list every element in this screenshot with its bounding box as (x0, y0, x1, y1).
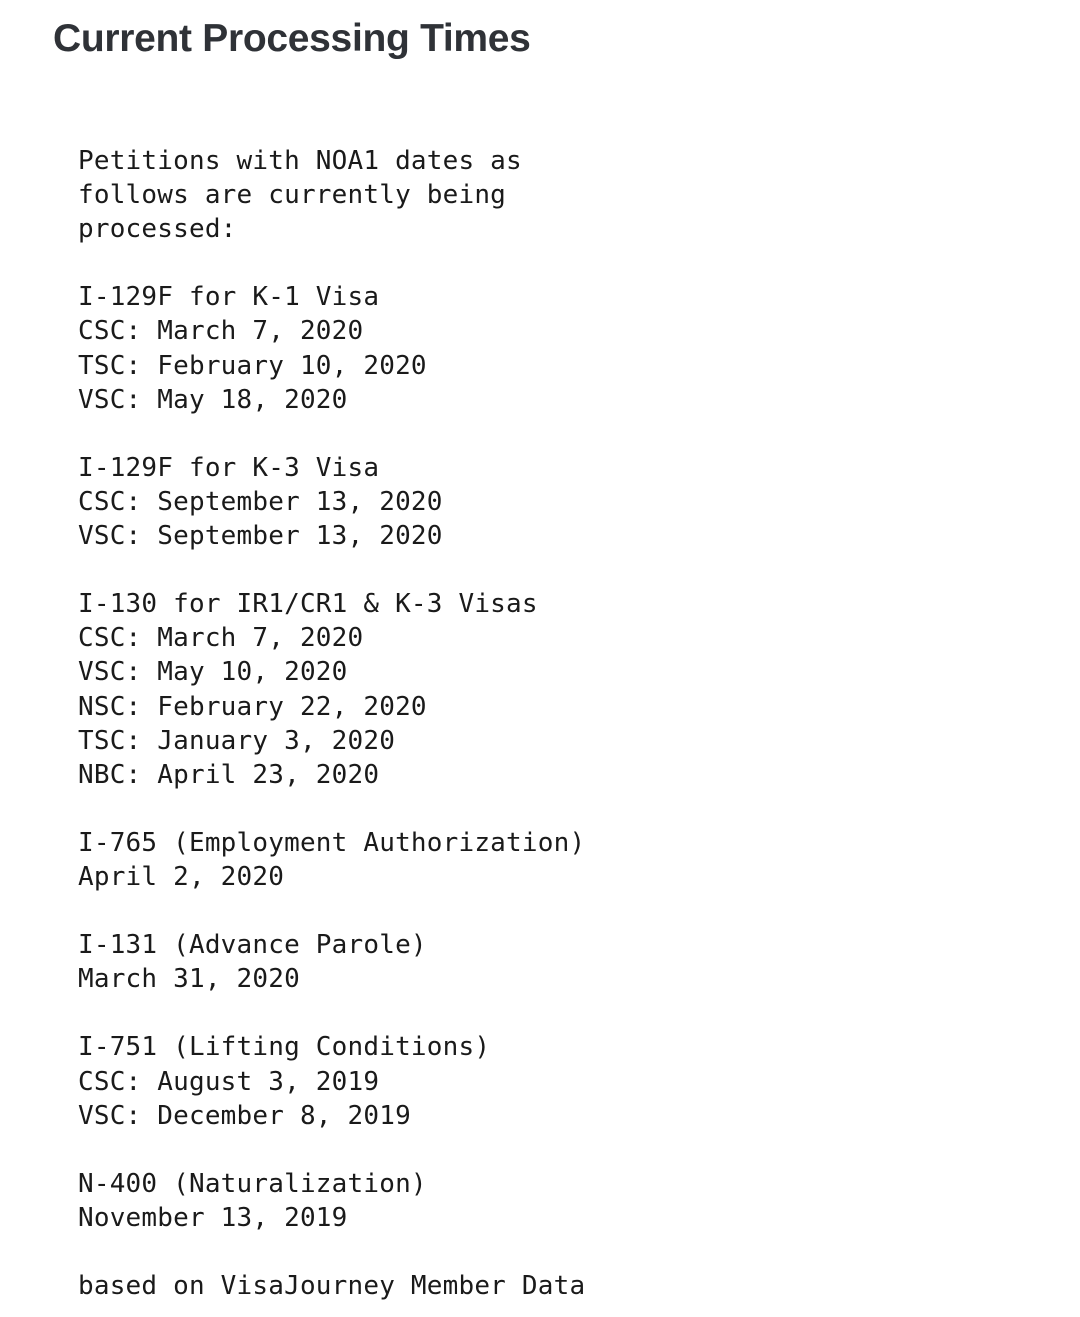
processing-times-text (78, 144, 1038, 1303)
section-i751 (78, 1030, 1038, 1132)
date-row: VSC: December 8, 2019 (78, 1100, 411, 1131)
date-row: VSC: May 18, 2020 (78, 384, 348, 415)
blank-line (78, 1133, 1038, 1167)
page-title: Current Processing Times (53, 17, 531, 60)
section-i130 (78, 587, 1038, 792)
section-i765 (78, 826, 1038, 894)
source-note: based on VisaJourney Member Data (78, 1271, 586, 1302)
blank-line (78, 417, 1038, 451)
date-row: CSC: September 13, 2020 (78, 486, 443, 517)
date-row: VSC: May 10, 2020 (78, 657, 348, 688)
intro-paragraph (78, 144, 1038, 246)
date-row: March 31, 2020 (78, 964, 300, 995)
date-row: CSC: March 7, 2020 (78, 623, 364, 654)
intro-line: processed: (78, 214, 237, 245)
intro-line: follows are currently being (78, 180, 507, 211)
section-heading: I-131 (Advance Parole) (78, 930, 427, 961)
section-i131 (78, 928, 1038, 996)
date-row: CSC: August 3, 2019 (78, 1066, 380, 1097)
section-heading: N-400 (Naturalization) (78, 1168, 427, 1199)
intro-line: Petitions with NOA1 dates as (78, 146, 522, 176)
date-row: CSC: March 7, 2020 (78, 316, 364, 347)
section-heading: I-129F for K-3 Visa (78, 452, 380, 483)
date-row: TSC: February 10, 2020 (78, 350, 427, 381)
section-heading: I-130 for IR1/CR1 & K-3 Visas (78, 589, 538, 620)
blank-line (78, 246, 1038, 280)
blank-line (78, 1235, 1038, 1269)
section-n400 (78, 1167, 1038, 1235)
date-row: November 13, 2019 (78, 1202, 348, 1233)
date-row: April 2, 2020 (78, 861, 285, 892)
section-k1-visa (78, 280, 1038, 416)
section-heading: I-751 (Lifting Conditions) (78, 1032, 491, 1063)
date-row: NBC: April 23, 2020 (78, 759, 380, 790)
blank-line (78, 792, 1038, 826)
date-row: NSC: February 22, 2020 (78, 691, 427, 722)
section-heading: I-129F for K-1 Visa (78, 282, 380, 313)
blank-line (78, 996, 1038, 1030)
date-row: TSC: January 3, 2020 (78, 725, 396, 756)
section-heading: I-765 (Employment Authorization) (78, 827, 586, 858)
section-k3-visa (78, 451, 1038, 553)
blank-line (78, 894, 1038, 928)
blank-line (78, 553, 1038, 587)
date-row: VSC: September 13, 2020 (78, 521, 443, 552)
